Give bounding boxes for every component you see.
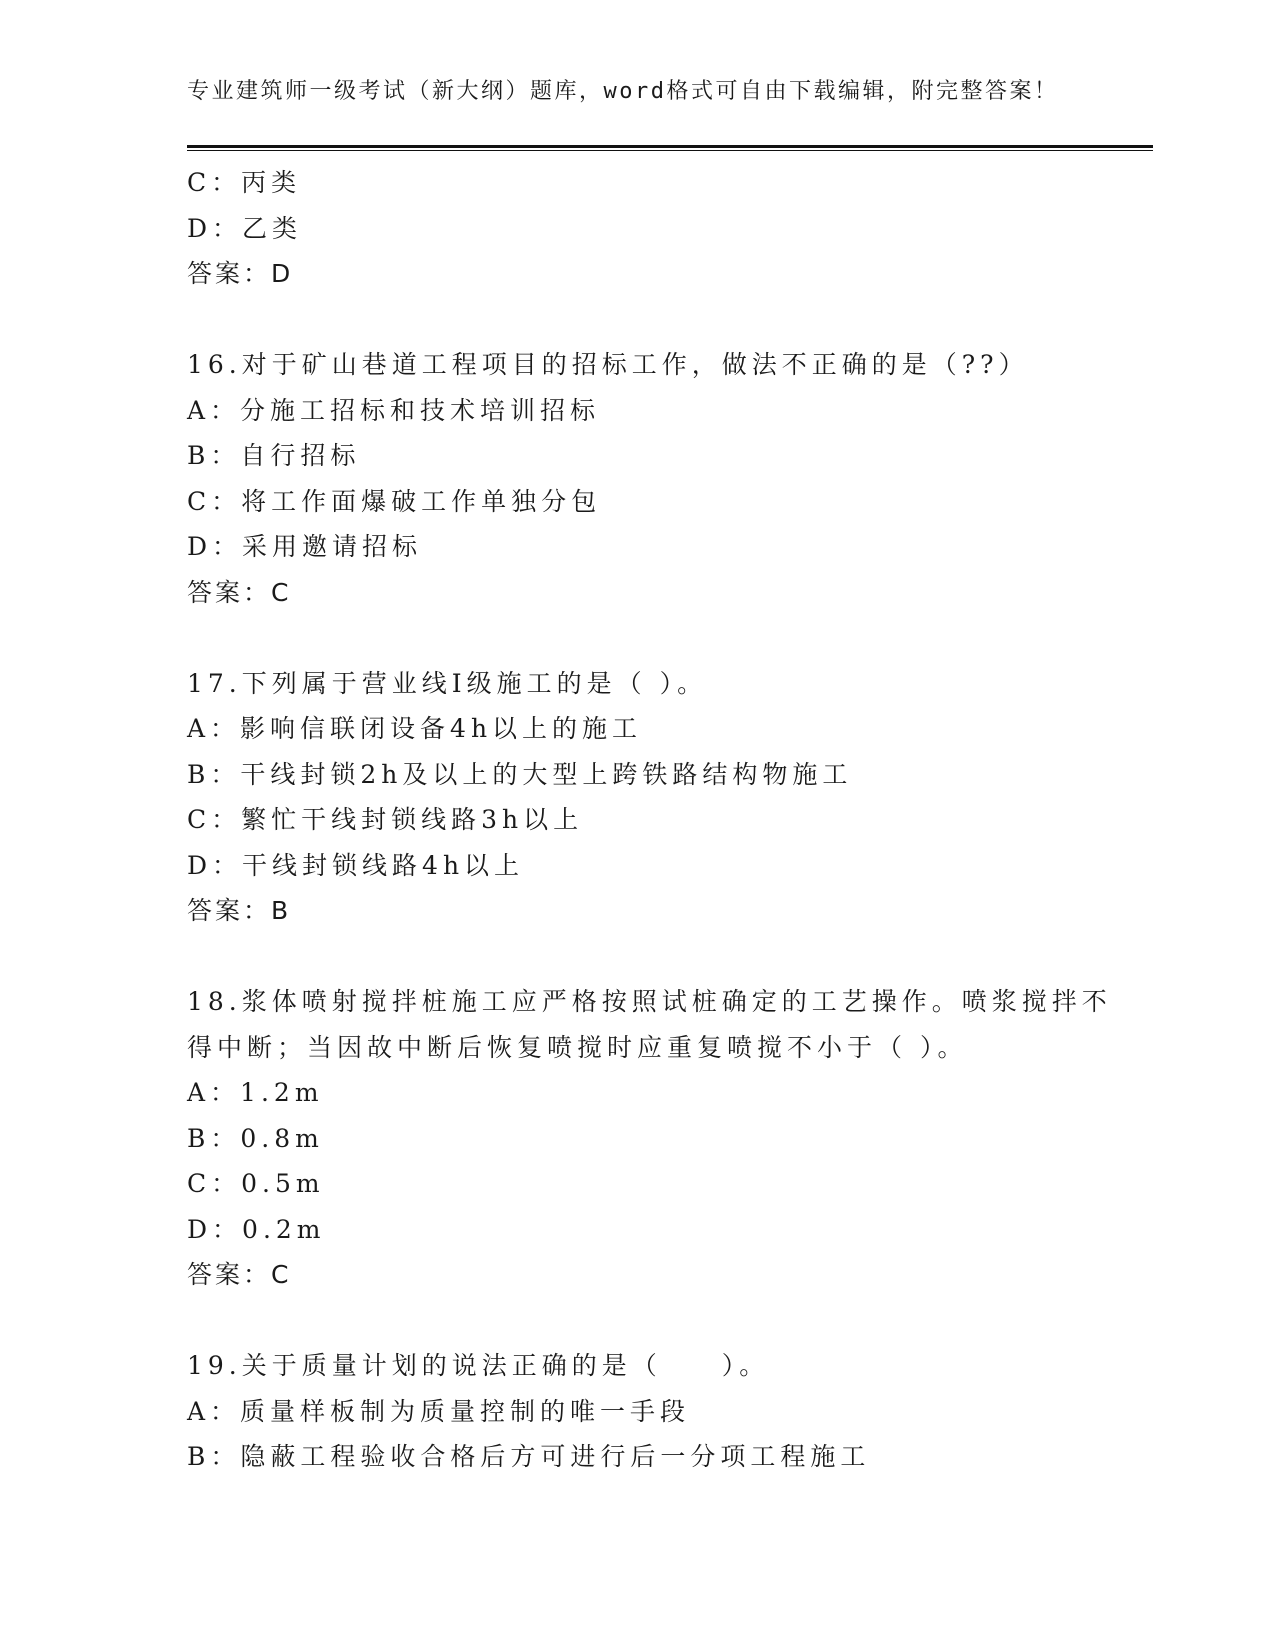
option-b: B：0.8m bbox=[187, 1123, 324, 1153]
option-b: B：自行招标 bbox=[187, 441, 361, 470]
question-19 bbox=[187, 1343, 1087, 1480]
spacer bbox=[187, 615, 1087, 661]
question-stem-line-2: 得中断；当因故中断后恢复喷搅时应重复喷搅不小于（ ）。 bbox=[187, 1032, 968, 1062]
question-stem: 17.下列属于营业线Ⅰ级施工的是（ ）。 bbox=[187, 668, 708, 698]
spacer bbox=[187, 934, 1087, 980]
option-b: B：干线封锁2h及以上的大型上跨铁路结构物施工 bbox=[187, 759, 853, 789]
option-a: A：分施工招标和技术培训招标 bbox=[187, 395, 601, 425]
spacer bbox=[187, 1298, 1087, 1344]
question-15-tail bbox=[187, 160, 1087, 297]
question-17 bbox=[187, 661, 1087, 934]
answer-line: 答案：B bbox=[187, 896, 292, 925]
option-a: A：1.2m bbox=[187, 1078, 324, 1107]
question-18 bbox=[187, 979, 1112, 1298]
question-16 bbox=[187, 342, 1087, 615]
answer-line: 答案：D bbox=[187, 259, 294, 288]
question-stem: 19.关于质量计划的说法正确的是（ ）。 bbox=[187, 1351, 770, 1380]
option-c: C：丙类 bbox=[187, 168, 302, 197]
header-rule-thick bbox=[187, 145, 1153, 148]
option-c: C：0.5m bbox=[187, 1169, 325, 1198]
answer-line: 答案：C bbox=[187, 1260, 292, 1289]
question-stem-line-1: 18.浆体喷射搅拌桩施工应严格按照试桩确定的工艺操作。喷浆搅拌不 bbox=[187, 987, 1112, 1016]
option-d: D：干线封锁线路4h以上 bbox=[187, 850, 525, 880]
option-a: A：质量样板制为质量控制的唯一手段 bbox=[187, 1396, 691, 1426]
option-c: C：将工作面爆破工作单独分包 bbox=[187, 486, 602, 516]
option-d: D：乙类 bbox=[187, 213, 303, 243]
option-d: D：0.2m bbox=[187, 1214, 326, 1244]
question-stem: 16.对于矿山巷道工程项目的招标工作，做法不正确的是（??） bbox=[187, 350, 1029, 379]
answer-line: 答案：C bbox=[187, 577, 292, 607]
option-a: A：影响信联闭设备4h以上的施工 bbox=[187, 714, 643, 743]
page-header: 专业建筑师一级考试（新大纲）题库，word格式可自由下载编辑，附完整答案！ bbox=[187, 79, 1059, 104]
header-rule-thin bbox=[187, 150, 1153, 151]
spacer bbox=[187, 297, 1087, 343]
option-d: D：采用邀请招标 bbox=[187, 532, 423, 561]
question-list bbox=[187, 160, 1112, 1480]
option-b: B：隐蔽工程验收合格后方可进行后一分项工程施工 bbox=[187, 1442, 871, 1471]
option-c: C：繁忙干线封锁线路3h以上 bbox=[187, 805, 584, 834]
